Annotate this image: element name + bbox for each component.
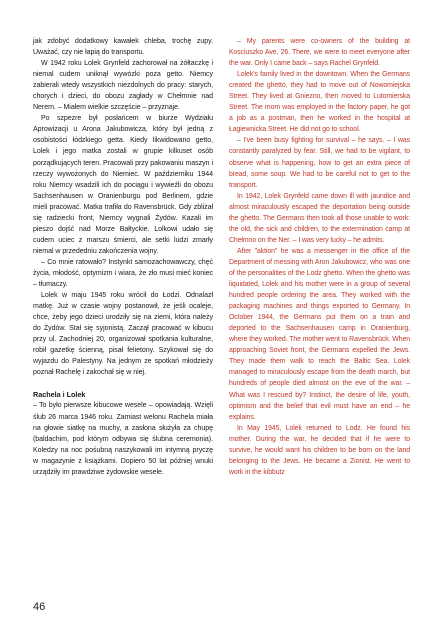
paragraph: W 1942 roku Lolek Grynfeld zachorował na żółtaczkę i niemal cudem uniknął wywózki poza getto. Niemcy zabierali wtedy wszystkich niezdolnych do pracy: starych, chorych i dzieci, do obozu zagłady w Chełmnie nad Nerem. – Miałem wielkie szczęście – przyznaje. xyxy=(33,60,213,112)
paragraph: jak zdobyć dodatkowy kawałek chleba, trochę zupy. Uważać, czy nie łapią do transportu. xyxy=(33,38,213,57)
english-paragraphs xyxy=(229,36,410,478)
polish-paragraphs-after xyxy=(33,400,213,477)
paragraph: – I've been busy fighting for survival – he says. – I was constantly paralyzed by fear. Still, we had to be vigilant, to observe what is happening, how to get an extra piece of bread, some soup. We had to be careful not to get to the transport. xyxy=(229,137,410,189)
page-number: 46 xyxy=(33,601,46,613)
section-heading: Rachela i Lolek xyxy=(33,390,86,400)
paragraph: After "aktion" he was a messenger in the office of the Department of messing with Aron Jakubowicz, who was one of the personalities of the Lodz ghetto. When the ghetto was liquidated, Lolek and his mother were in a group of several hundred people ordering the area. They worked with the packaging machines and things exported to Germany. In October 1944, the Germans put them on a train and deported to the Sachsenhausen camp in Oranienburg, where they worked. The mother went to Ravensbrück. When approaching Soviet front, the Germans expelled the Jews. They made them walk to reach the Baltic Sea. Lolek managed to miraculously escape from the death march, but hundreds of people died almost on the eve of the war. – What was I rescued by? Instinct, the desire of life, youth, optimism and the belief that evil must have an end – he explains. xyxy=(229,247,411,421)
english-text-column xyxy=(229,36,410,478)
polish-paragraphs-before xyxy=(33,36,213,378)
paragraph: – Co mnie ratowało? Instynkt samozachowawczy, chęć życia, młodość, optymizm i wiara, że zło musi mieć koniec – tłumaczy. xyxy=(33,258,213,289)
paragraph: In 1942, Lolek Grynfeld came down ill with jaundice and almost miraculously escaped the deportation being outside the ghetto. The Germans then took all those unable to work: the old, the sick and children, to the extermination camp at Chełmno on the Ner. – I was very lucky – he admits. xyxy=(229,192,410,244)
paragraph: Po szpezre był posłańcem w biurze Wydziału Aprowizacji u Arona Jakubowicza, który był jedną z osobistości łódzkiego getta. Kiedy likwidowano getto, Lolek i jego matka zostali w grupie kilkuset osób porządkujących teren. Pracowali przy pakowaniu maszyn i rzeczy wywożonych do Niemiec. W październiku 1944 roku Niemcy wsadzili ich do pociągu i wywieźli do obozu Sachsenhausen w Oranienburgu pod Berlinem, gdzie mieli pracować. Matka trafiła do Ravensbrück. Gdy zbliżał się radziecki front, Niemcy wygnali Żydów. Kazali im pieszo dojść nad Morze Bałtyckie. Lolkowi udało się cudem uciec z marszu śmierci, ale setki ludzi zmarły niemal w przededniu zakończenia wojny. xyxy=(33,115,213,255)
paragraph: Lolek w maju 1945 roku wrócił do Łodzi. Odnalazł matkę. Już w czasie wojny postanowił, że jeśli ocaleje, chce, żeby jego dzieci urodziły się na ziemi, która należy do Żydów. Stał się syjonistą. Zaczął pracować w kibucu przy ul. Zachodniej 20, organizował spotkania kulturalne, robił gazetkę ścienną, pisał felietony. Szykował się do wyjazdu do Palestyny. Na jednym ze spotkań młodzieży poznał Rachelę i zakochał się w niej. xyxy=(33,292,213,377)
paragraph: – My parents were co-owners of the building at Kosciuszko Ave, 26. There, we were to meet everyone after the war. Only I came back – says Rachel Grynfeld. xyxy=(229,38,410,68)
paragraph: – To było pierwsze kibucowe wesele – opowiadają. Wzięli ślub 26 marca 1946 roku. Zamiast welonu Rachela miała na głowie siatkę na muchy, a zasłona służyła za chupę (baldachim, pod którym odbywa się ślubna ceremonia). Koledzy na noc pośubną naszykowali im intymną pryczę w magazynie z książkami. Dopiero 50 lat później wnuki urządziły im prawdziwe żydowskie wesele. xyxy=(33,402,213,476)
paragraph: In May 1945, Lolek returned to Lodz. He found his mother. During the war, he decided that if he were to survive, he would want his children to be born on the land belonging to the Jews. He became a Zionist. He went to work in the kibbutz xyxy=(229,424,410,476)
paragraph: Lolek's family lived in the downtown. When the Germans created the ghetto, they had to move out of Nowomiejska Street. They lived at Gniezno, then moved to Lutomierska Street. The mom was employed in the factory paper, he got a job as a postman, then he worked in the hospital at Łagiewnicka Street. He did not go to school. xyxy=(229,71,410,134)
polish-text-column xyxy=(33,36,213,478)
